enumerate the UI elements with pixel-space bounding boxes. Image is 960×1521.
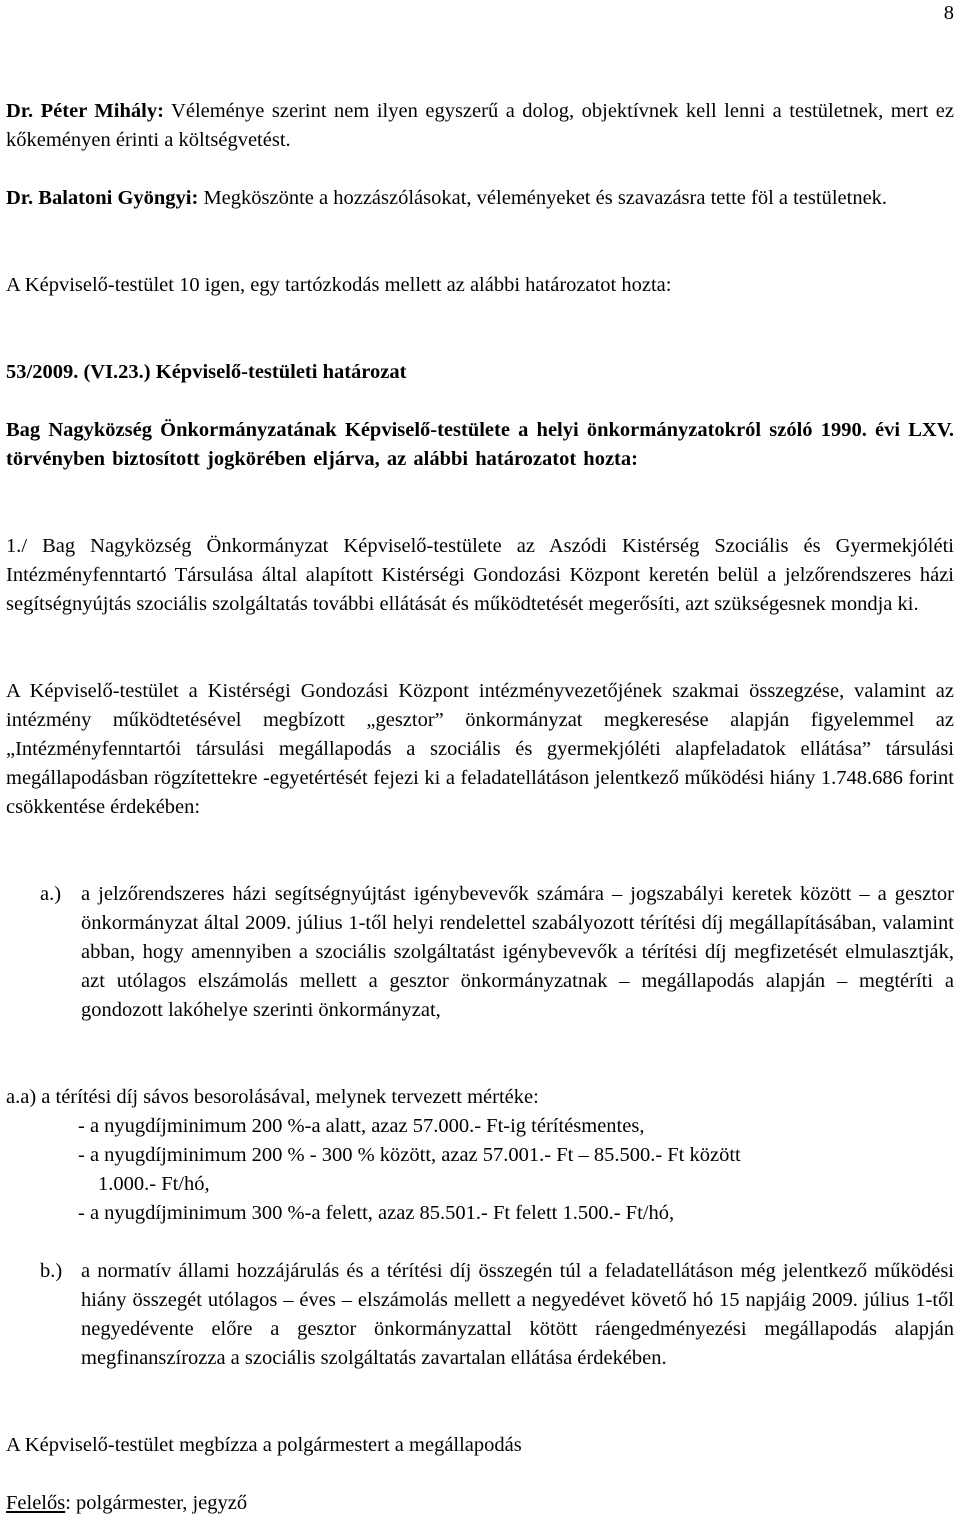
resolution-point-1: 1./ Bag Nagyközség Önkormányzat Képviselő-testülete az Aszódi Kistérség Szociális és Gyermekjóléti Intézményfenntartó Társulása által alapított Kistérségi Gondozási Központ keretén belül a jelzőrendszeres házi segítségnyújtás szociális szolgáltatás további ellátását és működtetését megerősíti, azt szükségesnek mondja ki. (6, 535, 954, 615)
resolution-intro: Bag Nagyközség Önkormányzatának Képviselő-testülete a helyi önkormányzatokról szóló 1990. évi LXV. törvényben biztosított jogkörében eljárva, az alábbi határozatot hozta: (6, 419, 954, 470)
paragraph-text: Megköszönte a hozzászólásokat, véleményeket és szavazásra tette föl a testületnek. (198, 187, 888, 209)
list-item-label: a.) (40, 883, 62, 905)
list-item-label: b.) (40, 1260, 63, 1282)
speaker-name: Dr. Péter Mihály: (6, 100, 164, 122)
list-item-text: a jelzőrendszeres házi segítségnyújtást igénybevevők számára – jogszabályi keretek között – a gesztor önkormányzat által 2009. július 1-től helyi rendelettel szabályozott térítési díj megállapításában, valamint abban, hogy amennyiben a szociális szolgáltatást igénybevevők a térítési díj megfizetését elmulasztják, azt utólagos elszámolás mellett a gesztor önkormányzatnak – megállapodás alapján – megtéríti a gondozott lakóhelye szerinti önkormányzat, (81, 883, 954, 1021)
fee-band-2-continuation: 1.000.- Ft/hó, (98, 1173, 210, 1195)
paragraph-balatoni-gyongyi (6, 184, 954, 213)
list-item-text: a normatív állami hozzájárulás és a térítési díj összegén túl a feladatellátáson még jelentkező működési hiány összegét utólagos – éves – elszámolás mellett a negyedévet követő hó 15 napjáig 2009. július 1-től negyedévente előre a gesztor önkormányzattal kötött ráengedményezési megállapodás alapján megfinanszírozza a szociális szolgáltatás zavartalan ellátása érdekében. (81, 1260, 954, 1369)
list-item-a (6, 880, 954, 1025)
fee-band-3: - a nyugdíjminimum 300 %-a felett, azaz 85.501.- Ft felett 1.500.- Ft/hó, (78, 1202, 675, 1224)
responsible-text: : polgármester, jegyző (65, 1492, 248, 1514)
speaker-name: Dr. Balatoni Gyöngyi: (6, 187, 199, 209)
fee-band-1: - a nyugdíjminimum 200 %-a alatt, azaz 57.000.- Ft-ig térítésmentes, (78, 1115, 645, 1137)
paragraph-peter-mihaly (6, 97, 954, 155)
responsible-line (6, 1489, 954, 1518)
resolution-paragraph-2: A Képviselő-testület a Kistérségi Gondozási Központ intézményvezetőjének szakmai összegzése, valamint az intézmény működtetésével megbízott „gesztor” önkormányzat megkeresése alapján figyelemmel az „Intézményfenntartói társulási megállapodás a szociális és gyermekjóléti alapfeladatok ellátása” társulási megállapodásban rögzítettekre -egyetértését fejezi ki a feladatellátáson jelentkező működési hiány 1.748.686 forint csökkentése érdekében: (6, 680, 954, 818)
fee-band-2: - a nyugdíjminimum 200 % - 300 % között, azaz 57.001.- Ft – 85.500.- Ft között (78, 1144, 741, 1166)
paragraph-text: Véleménye szerint nem ilyen egyszerű a dolog, objektívnek kell lenni a testületnek, mert ez kőkeményen érinti a költségvetést. (6, 100, 954, 151)
vote-result: A Képviselő-testület 10 igen, egy tartózkodás mellett az alábbi határozatot hozta: (6, 274, 672, 296)
mandate-text: A Képviselő-testület megbízza a polgármestert a megállapodás (6, 1434, 522, 1456)
responsible-label: Felelős (6, 1492, 66, 1514)
list-item-b (6, 1257, 954, 1373)
list-item-aa: a.a) a térítési díj sávos besorolásával, melynek tervezett mértéke: (6, 1086, 539, 1108)
page-number: 8 (943, 2, 954, 24)
resolution-title: 53/2009. (VI.23.) Képviselő-testületi határozat (6, 361, 407, 383)
